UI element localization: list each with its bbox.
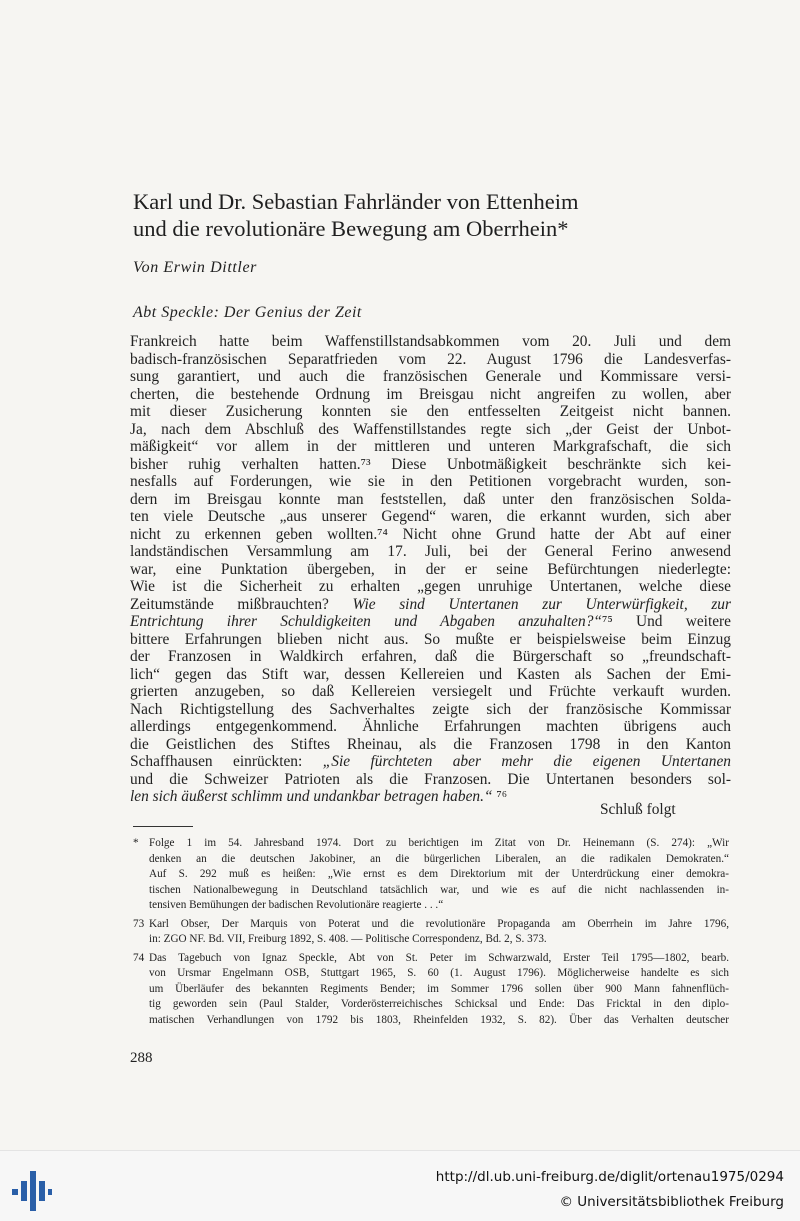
body-line: ten viele Deutsche „aus unserer Gegend“ waren, die erkannt wurden, sich aber	[130, 508, 731, 525]
body-line: cherten, die bestehende Ordnung im Breisgau nicht angreifen zu wollen, aber	[130, 385, 731, 403]
footnote-mark: *	[133, 837, 139, 849]
body-line: grierten anzugeben, so daß Kellereien versiegelt und Früchte verkauft wurden.	[130, 683, 731, 700]
footnote	[133, 917, 729, 948]
body-line	[130, 596, 731, 614]
article-body	[130, 333, 731, 806]
article-title	[133, 188, 733, 242]
body-line: mit dieser Zusicherung konnten sie den entfesselten Zeitgeist nicht bannen.	[130, 403, 731, 420]
footnote-line: denken an die deutschen Jakobiner, an die bürgerlichen Liberalen, an die radikalen Demokraten.“	[149, 852, 729, 865]
continuation-note: Schluß folgt	[600, 801, 676, 818]
library-logo-icon	[12, 1171, 52, 1215]
article-title-line-1: Karl und Dr. Sebastian Fahrländer von Ettenheim	[133, 189, 579, 214]
body-line: lich“ gegen das Stift war, dessen Kellereien und Kasten als Sachen der Emi-	[130, 665, 731, 683]
body-line: der Franzosen in Waldkirch erfahren, daß die Bürgerschaft so „freundschaft-	[130, 648, 731, 665]
footnote-divider	[133, 826, 193, 827]
section-heading: Abt Speckle: Der Genius der Zeit	[133, 304, 362, 321]
footnote-line: Auf S. 292 muß es heißen: „Wie ernst es dem Direktorium mit der Unterdrückung einer demokra-	[149, 868, 729, 880]
article-title-line-2: und die revolutionäre Bewegung am Oberrhein*	[133, 216, 569, 241]
body-italic-quote: Entrichtung ihrer Schuldigkeiten und Abgaben anzuhalten?“	[130, 613, 602, 630]
footnote	[133, 836, 729, 914]
body-line: und die Schweizer Patrioten als die Franzosen. Die Untertanen besonders sol-	[130, 770, 731, 788]
body-line: dern im Breisgau konnte man feststellen, daß unter den französischen Solda-	[130, 490, 731, 508]
footnote-line: Karl Obser, Der Marquis von Poterat und die revolutionäre Propaganda am Oberrhein im Jahre 1796,	[149, 917, 729, 930]
body-line: Ja, nach dem Abschluß des Waffenstillstandes regte sich „der Geist der Unbot-	[130, 420, 731, 438]
body-line: mäßigkeit“ vor allem in der mittleren und unteren Markgrafschaft, die sich	[130, 438, 731, 455]
body-line: bittere Erfahrungen blieben nicht aus. So mußte er beispielsweise beim Einzug	[130, 630, 731, 648]
footnote-line: um Überläufer des bekannten Regiments Bender; im Sommer 1796 sollen über 900 Mann fahnenflüch-	[149, 982, 729, 995]
body-text: ⁷⁶	[492, 788, 508, 805]
footnote-mark: 73	[133, 917, 145, 930]
viewer-footer	[0, 1150, 800, 1221]
body-text: Schaffhausen einrückten:	[130, 753, 323, 770]
footnote-line: tig geworden sein (Paul Stalder, Vorderösterreichisches Schicksal und Ende: Das Fricktal in den diplo-	[149, 998, 729, 1010]
footnote-line: tensiven Bemühungen der badischen Revolutionäre reagierte . . .“	[149, 899, 444, 911]
body-line: nesfalls auf Forderungen, wie sie in den Petitionen vorgebracht wurden, son-	[130, 473, 731, 490]
body-italic-quote: „Sie fürchteten aber mehr die eigenen Untertanen	[322, 753, 731, 770]
body-italic-quote: len sich äußerst schlimm und undankbar betragen haben.“	[130, 788, 493, 805]
page-number: 288	[130, 1050, 153, 1066]
body-line: landständischen Versammlung am 17. Juli, bei der General Ferino anwesend	[130, 543, 731, 560]
body-line: Wie ist die Sicherheit zu erhalten „gegen unruhige Untertanen, welche diese	[130, 578, 731, 595]
footnote-line: matischen Verhandlungen von 1792 bis 1803, Rheinfelden 1932, S. 82). Über das Verhalten deutscher	[149, 1013, 729, 1026]
body-line: war, eine Punktation übergeben, in der er seine Befürchtungen niederlegte:	[130, 560, 731, 578]
body-italic-quote: Wie sind Untertanen zur Unterwürfigkeit, zur	[352, 595, 731, 613]
body-line: Frankreich hatte beim Waffenstillstandsabkommen vom 20. Juli und dem	[130, 333, 731, 350]
footnote-line: in: ZGO NF. Bd. VII, Freiburg 1892, S. 408. — Politische Correspondenz, Bd. 2, S. 373.	[149, 933, 547, 945]
footnote-line: von Ursmar Engelmann OSB, Stuttgart 1965, S. 60 (1. August 1796). Möglicherweise handelte es sich	[149, 967, 729, 979]
body-line	[130, 613, 731, 631]
copyright-notice: © Universitätsbibliothek Freiburg	[559, 1194, 784, 1210]
body-line: die Geistlichen des Stiftes Rheinau, als die Franzosen 1798 in den Kanton	[130, 735, 731, 753]
body-line: badisch-französischen Separatfrieden vom 22. August 1796 die Landesverfas-	[130, 350, 731, 368]
footnote-mark: 74	[133, 951, 145, 964]
body-line: bisher ruhig verhalten hatten.⁷³ Diese Unbotmäßigkeit beschränkte sich kei-	[130, 455, 731, 473]
footnote-line: tischen Nationalbewegung in Deutschland tatsächlich war, und wie es auf die nicht nachlassenden in-	[149, 883, 729, 896]
body-text: ⁷⁵ Und weitere	[601, 613, 732, 630]
footnotes	[133, 836, 729, 1031]
body-line: allerdings entgegenkommend. Ähnliche Erfahrungen machten übrigens auch	[130, 718, 731, 735]
body-line: nicht zu erkennen geben wollten.⁷⁴ Nicht ohne Grund hatte der Abt auf einer	[130, 525, 731, 543]
body-text: Zeitumstände mißbrauchten?	[130, 595, 353, 613]
body-line	[130, 753, 731, 771]
body-line: sung garantiert, und auch die französischen Generale und Kommissare versi-	[130, 368, 731, 385]
footnote	[133, 951, 729, 1029]
permalink-url[interactable]: http://dl.ub.uni-freiburg.de/diglit/ortenau1975/0294	[435, 1169, 784, 1185]
footnote-line: Das Tagebuch von Ignaz Speckle, Abt von St. Peter im Schwarzwald, Erster Teil 1795—1802, bearb.	[149, 951, 729, 964]
article-author: Von Erwin Dittler	[133, 259, 257, 276]
footnote-line: Folge 1 im 54. Jahresband 1974. Dort zu berichtigen im Zitat von Dr. Heinemann (S. 274): „Wir	[149, 837, 729, 849]
body-line: Nach Richtigstellung des Sachverhaltes zeigte sich der französische Kommissar	[130, 700, 731, 718]
